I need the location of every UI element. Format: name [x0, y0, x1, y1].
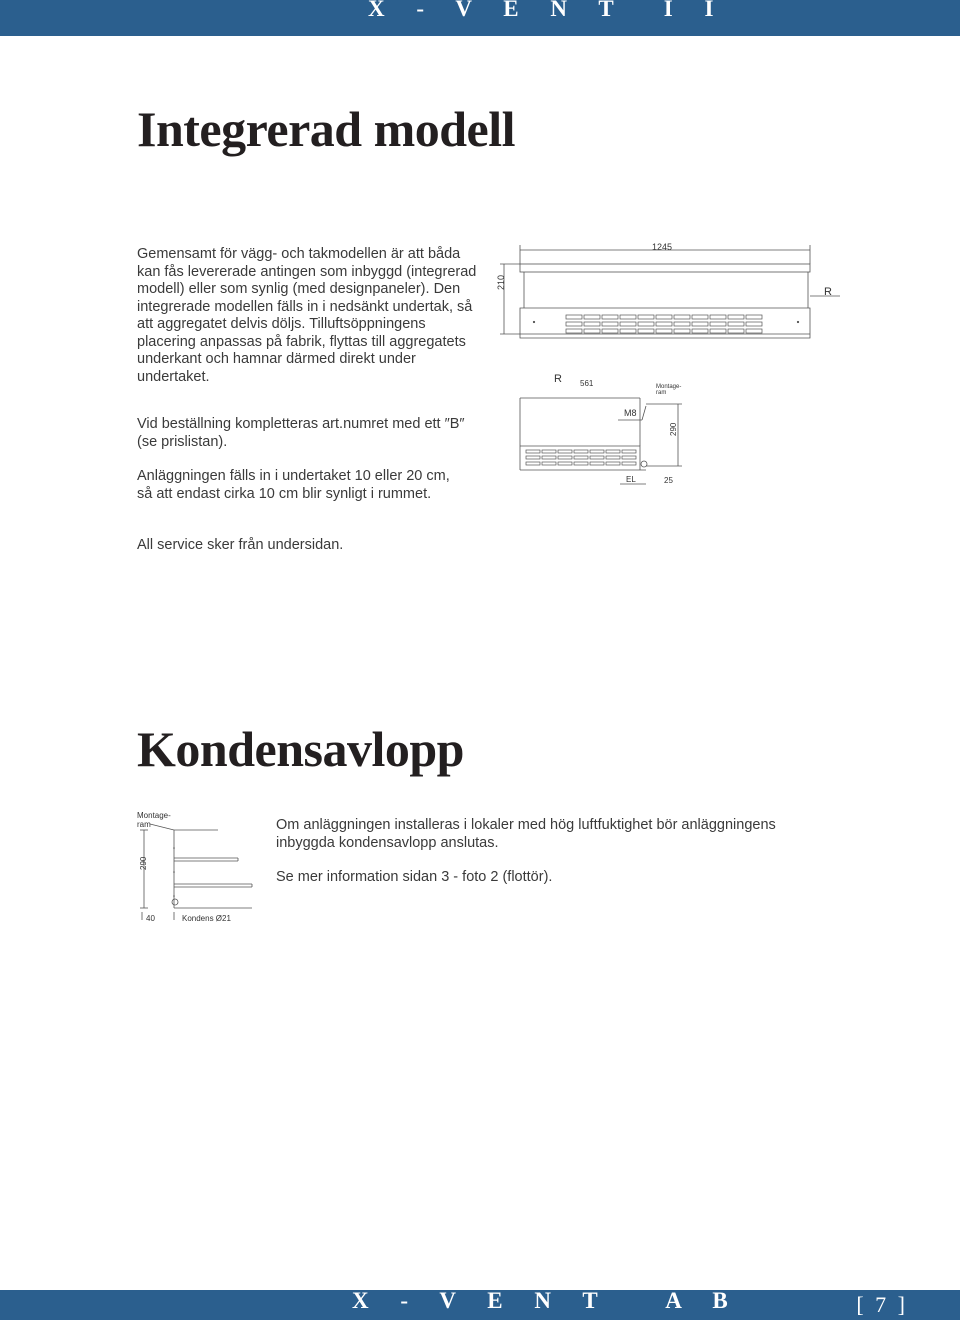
service-paragraph: All service sker från undersidan. — [137, 537, 344, 553]
dim-561-label: 561 — [580, 379, 594, 388]
r-label-left: R — [554, 373, 562, 385]
montage-label-1: Montage- — [137, 811, 171, 820]
dim-40-label: 40 — [146, 914, 155, 923]
header-brand: X - V E N T I I — [368, 0, 727, 21]
header-band — [0, 0, 960, 36]
intro-paragraph: Gemensamt för vägg- och takmodellen är att båda kan fås levererade antingen som inbyggd (integrerad modell) eller som synlig (med designpaneler). Den integrerade modellen fälls in i nedsänkt undertak, så att aggregatet delvis döljs. Tilluftsöppningens placering anpassas på fabrik, flyttas till aggregatets underkant och hamnar därmed direkt under undertaket. — [137, 246, 477, 385]
install-paragraph: Anläggningen fälls in i undertaket 10 eller 20 cm, så att endast cirka 10 cm blir synligt i rummet. — [137, 468, 450, 502]
order-paragraph: Vid beställning kompletteras art.numret med ett ″B″ (se prislistan). — [137, 416, 465, 450]
montage-label-2: ram — [656, 390, 667, 396]
montage-label-1: Montage- — [656, 384, 682, 390]
footer-brand: X - V E N T A B — [352, 1288, 741, 1313]
montage-label-2: ram — [137, 820, 151, 829]
section-title-integrerad: Integrerad modell — [137, 101, 516, 157]
r-label-right: R — [824, 286, 832, 298]
dim-height-label: 210 — [496, 274, 506, 290]
el-label: EL — [626, 475, 636, 484]
dim-290-label: 290 — [669, 422, 678, 436]
dim-25-label: 25 — [664, 476, 673, 485]
reference-paragraph: Se mer information sidan 3 - foto 2 (flottör). — [276, 869, 553, 885]
kondens-label: Kondens Ø21 — [182, 914, 231, 923]
dim-290-label: 290 — [139, 856, 148, 870]
m8-label: M8 — [624, 408, 637, 418]
page-number: [ 7 ] — [856, 1292, 908, 1317]
condensate-paragraph: Om anläggningen installeras i lokaler med hög luftfuktighet bör anläggningens inbyggda kondensavlopp anslutas. — [276, 817, 776, 851]
unit-technical-drawing — [480, 238, 850, 498]
dim-width-label: 1245 — [652, 242, 673, 252]
footer-band — [0, 1290, 960, 1320]
section-title-kondensavlopp: Kondensavlopp — [137, 721, 464, 777]
condensate-drain-drawing — [128, 808, 258, 928]
